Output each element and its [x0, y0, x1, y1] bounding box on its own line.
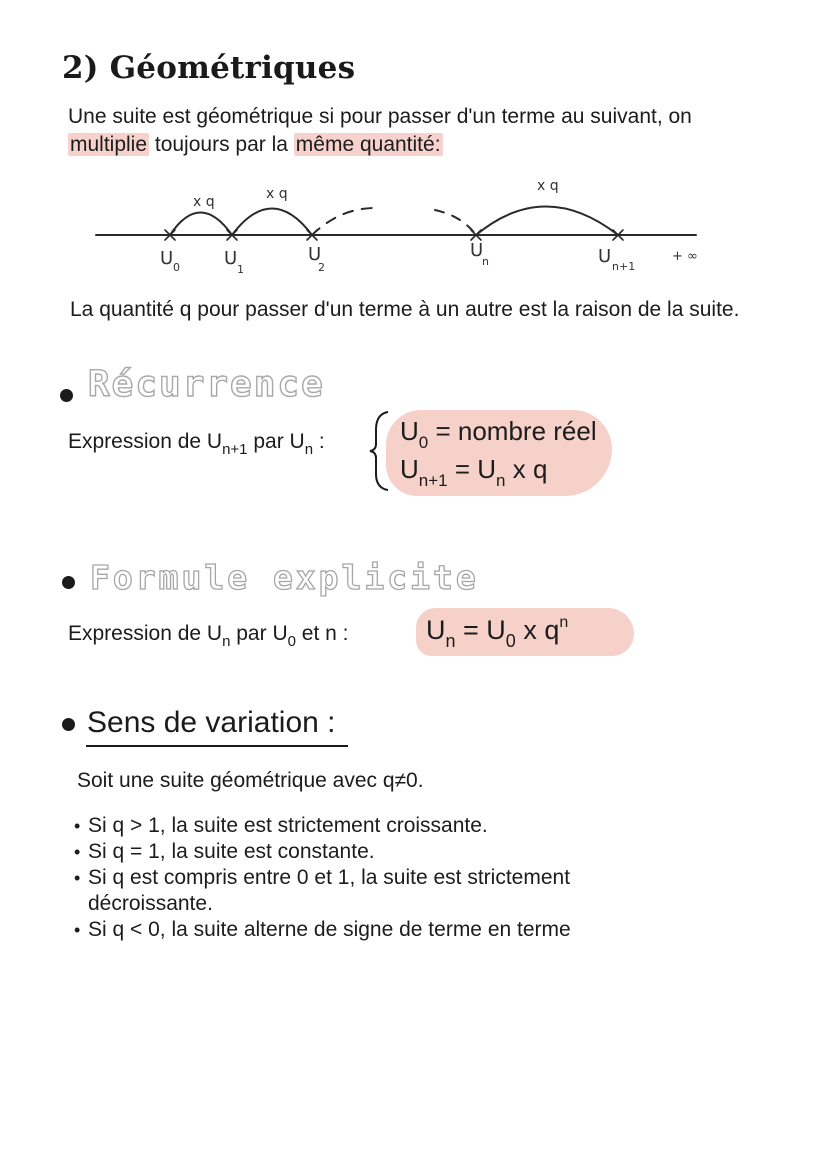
- rec-l2-b: = U: [447, 454, 497, 484]
- bullet-recurrence: [60, 389, 73, 402]
- explicit-expr-suffix: et n :: [295, 622, 349, 645]
- label-u1-sub: 1: [237, 263, 244, 276]
- rec-l1-sub: 0: [418, 433, 429, 452]
- list-item: • Si q est compris entre 0 et 1, la suite est strictement décroissante.: [74, 865, 634, 917]
- variation-intro: Soit une suite géométrique avec q≠0.: [77, 769, 424, 792]
- highlight-meme-quantite: même quantité:: [295, 133, 441, 156]
- list-item: • Si q < 0, la suite alterne de signe de terme en terme: [74, 917, 634, 943]
- arc-u1-u2: [232, 209, 312, 236]
- rec-l1-b: = nombre réel: [428, 416, 597, 446]
- highlight-multiplie: multiplie: [70, 133, 148, 156]
- heading-underline: [86, 745, 348, 747]
- label-u0-sub: 0: [173, 261, 180, 274]
- rec-l2-a: U: [400, 454, 419, 484]
- rec-l2-sub2: n: [496, 471, 506, 490]
- sequence-number-line: [0, 170, 828, 280]
- explicit-expr-sub1: n: [222, 633, 231, 650]
- brace-icon: [368, 410, 392, 492]
- expl-f-c: x q: [515, 615, 560, 645]
- intro-part1: Une suite est géométrique si pour passer d'un terme au suivant, on: [68, 105, 692, 128]
- expl-f-sup: n: [559, 614, 569, 631]
- label-un-sub: n: [482, 255, 489, 268]
- label-un1-sub: n+1: [612, 260, 636, 273]
- recurrence-expr-mid: par U: [247, 430, 305, 453]
- recurrence-line-2: [400, 454, 547, 491]
- expl-f-b: = U: [455, 615, 506, 645]
- rec-l1-a: U: [400, 416, 419, 446]
- rec-l2-c: x q: [505, 454, 548, 484]
- label-un1: U: [598, 246, 612, 267]
- label-u0: U: [160, 248, 174, 269]
- bullet-variation: [62, 718, 75, 731]
- explicit-expr-mid: par U: [230, 622, 288, 645]
- arc-dashed-out: [312, 208, 375, 235]
- rec-l2-sub: n+1: [418, 471, 448, 490]
- heading-sens-de-variation: Sens de variation :: [87, 706, 336, 739]
- recurrence-expr-sub2: n: [304, 441, 314, 458]
- label-u2: U: [308, 244, 322, 265]
- expl-f-sub: n: [445, 631, 456, 651]
- arc-dashed-in: [435, 210, 476, 235]
- label-u2-sub: 2: [318, 261, 325, 274]
- intro-paragraph: [68, 103, 788, 159]
- heading-recurrence: Récurrence: [88, 364, 325, 405]
- arc-label-2: x q: [266, 186, 288, 202]
- variation-list: [74, 813, 634, 943]
- recurrence-expression: [68, 430, 325, 458]
- expl-f-a: U: [426, 615, 446, 645]
- heading-formule-explicite: Formule explicite: [90, 558, 479, 597]
- expl-f-sub2: 0: [505, 631, 516, 651]
- recurrence-expr-sub1: n+1: [222, 441, 248, 458]
- list-item: • Si q = 1, la suite est constante.: [74, 839, 634, 865]
- arc-label-3: x q: [537, 178, 559, 194]
- label-infinity: + ∞: [672, 249, 698, 264]
- intro-part2: toujours par la: [149, 133, 294, 156]
- explicit-expression: [68, 622, 348, 650]
- bullet-explicit: [62, 576, 75, 589]
- recurrence-expr-suffix: :: [313, 430, 325, 453]
- recurrence-line-1: [400, 416, 597, 453]
- explicit-expr-sub2: 0: [287, 633, 296, 650]
- arc-un-un1: [476, 207, 618, 236]
- explicit-formula: [426, 614, 568, 652]
- arc-label-1: x q: [193, 194, 215, 210]
- explicit-expr-prefix: Expression de U: [68, 622, 223, 645]
- recurrence-expr-prefix: Expression de U: [68, 430, 223, 453]
- label-u1: U: [224, 248, 238, 269]
- page-title: 2) Géométriques: [62, 50, 356, 86]
- list-item: • Si q > 1, la suite est strictement croissante.: [74, 813, 634, 839]
- label-un: U: [470, 240, 484, 261]
- ratio-sentence: La quantité q pour passer d'un terme à un autre est la raison de la suite.: [70, 298, 740, 321]
- arc-u0-u1: [170, 213, 232, 236]
